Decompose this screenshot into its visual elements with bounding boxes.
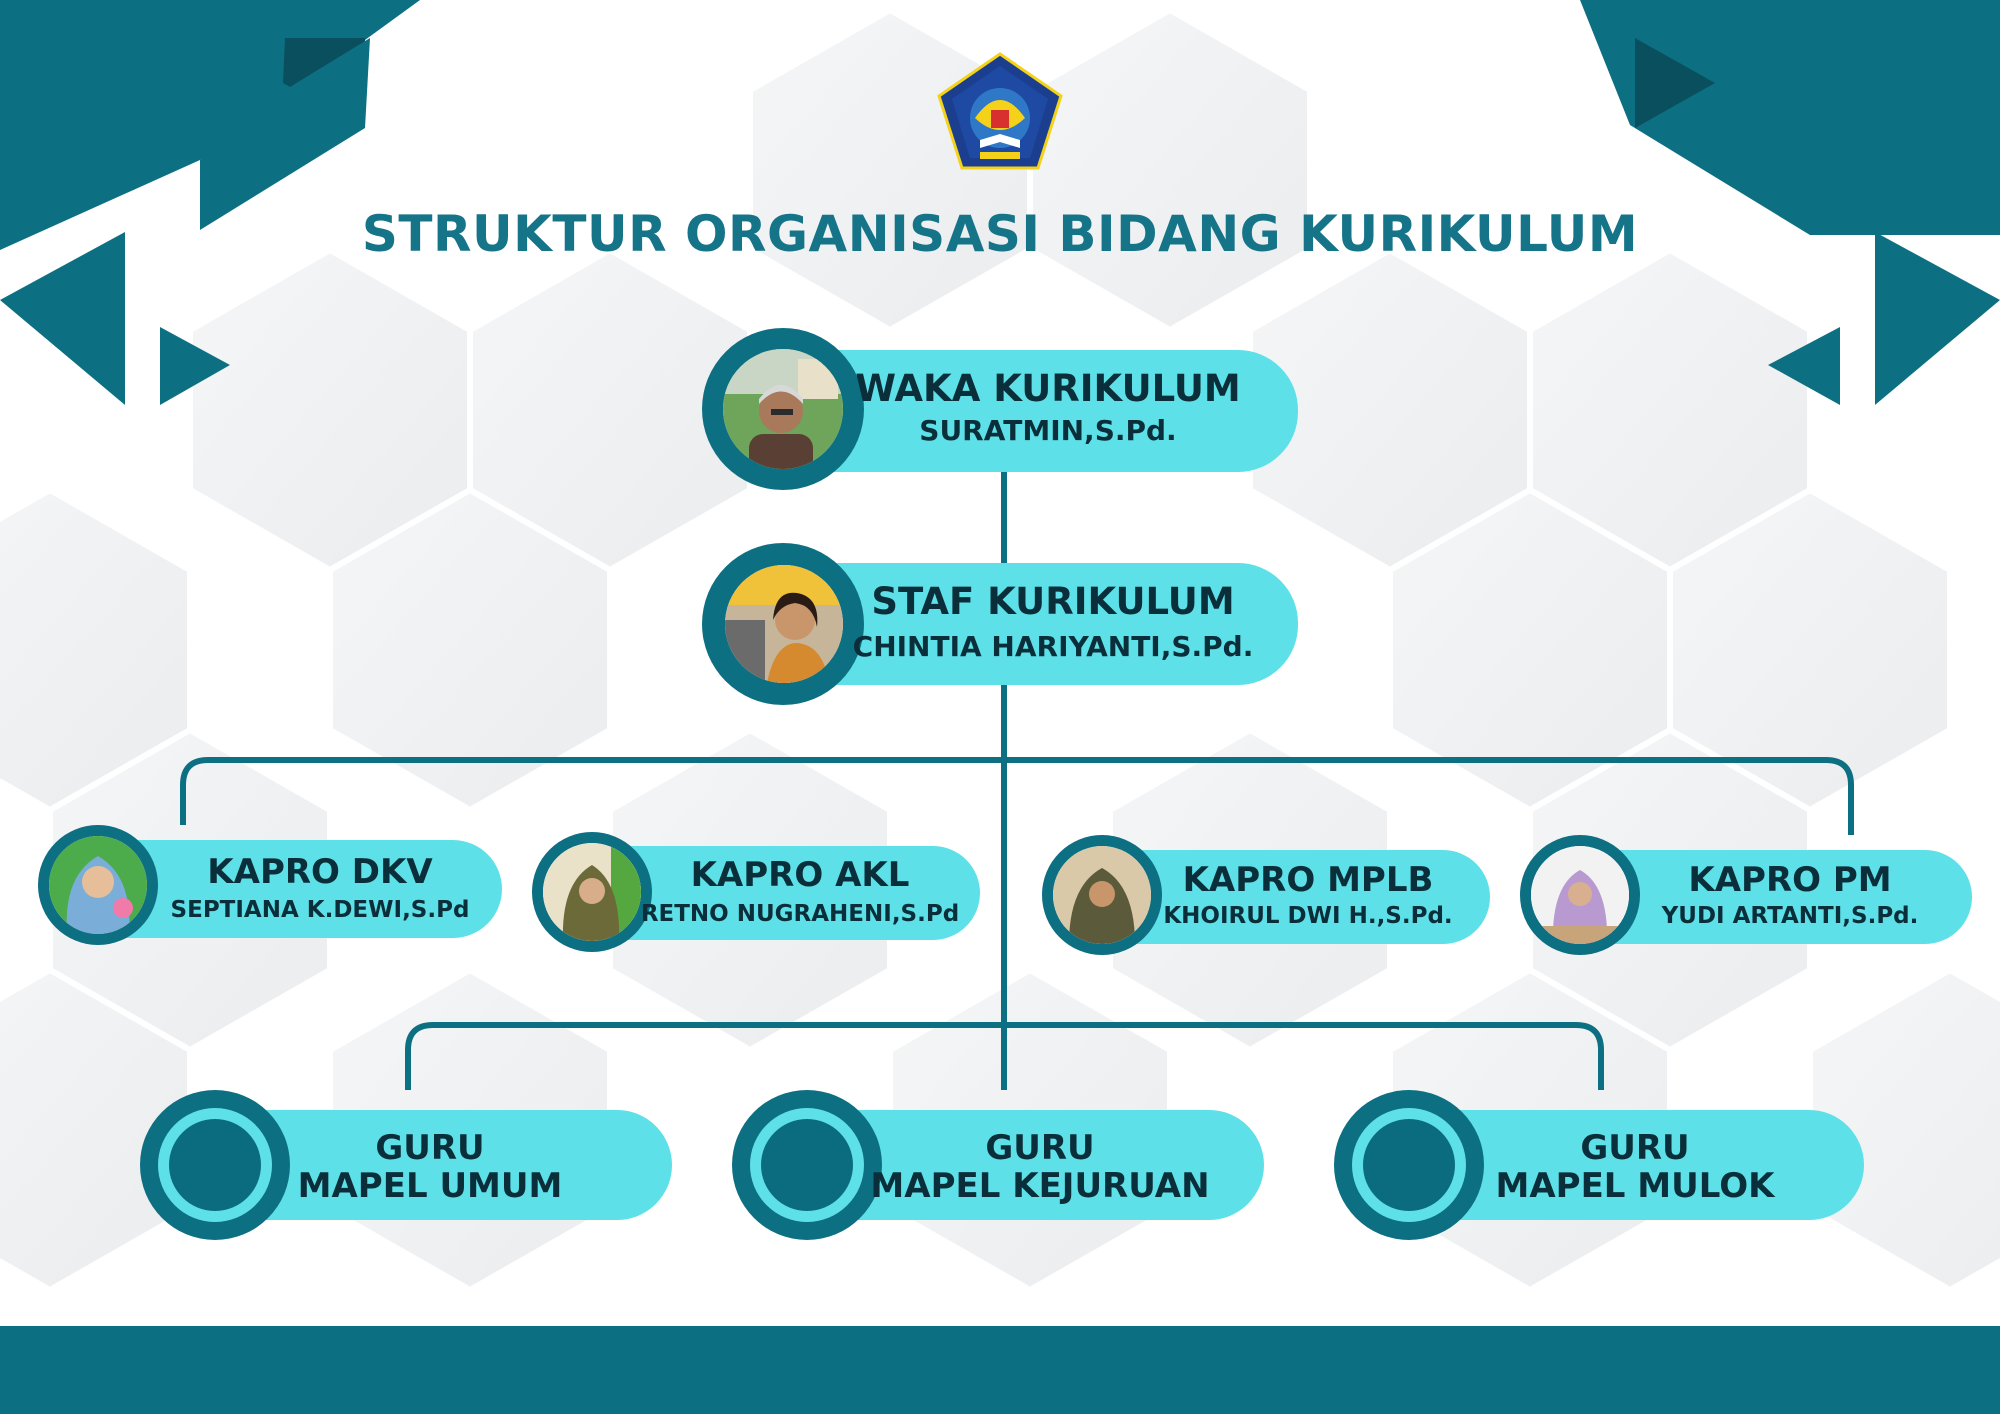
page-title: STRUKTUR ORGANISASI BIDANG KURIKULUM [361, 205, 1639, 263]
guru-mulok-line2: MAPEL MULOK [1495, 1166, 1775, 1206]
waka-name: SURATMIN,S.Pd. [919, 414, 1177, 447]
staf-role: STAF KURIKULUM [871, 580, 1235, 623]
footer-band [0, 1326, 2000, 1414]
guru-umum-line1: GURU [375, 1128, 485, 1168]
staf-photo [725, 565, 843, 683]
kapro-mplb-name: KHOIRUL DWI H.,S.Pd. [1163, 903, 1453, 929]
waka-role: WAKA KURIKULUM [855, 367, 1241, 410]
kapro-dkv-photo [49, 836, 147, 934]
guru-umum-line2: MAPEL UMUM [297, 1166, 563, 1206]
connector-kapro-branch [183, 760, 1851, 835]
kapro-mplb-role: KAPRO MPLB [1182, 860, 1434, 900]
guru-mulok-line1: GURU [1580, 1128, 1690, 1168]
kapro-pm-name: YUDI ARTANTI,S.Pd. [1661, 903, 1919, 929]
guru-kejuruan-placeholder-circle [761, 1119, 853, 1211]
guru-umum-placeholder-circle [169, 1119, 261, 1211]
guru-kejuruan-line2: MAPEL KEJURUAN [870, 1166, 1210, 1206]
staf-name: CHINTIA HARIYANTI,S.Pd. [852, 630, 1254, 663]
guru-kejuruan-line1: GURU [985, 1128, 1095, 1168]
kapro-dkv-role: KAPRO DKV [207, 852, 433, 892]
waka-photo [723, 349, 843, 469]
guru-mulok-placeholder-circle [1363, 1119, 1455, 1211]
kapro-dkv-name: SEPTIANA K.DEWI,S.Pd [170, 897, 470, 923]
kapro-akl-role: KAPRO AKL [690, 855, 910, 895]
kapro-akl-name: RETNO NUGRAHENI,S.Pd [640, 901, 960, 927]
kapro-pm-role: KAPRO PM [1688, 860, 1892, 900]
